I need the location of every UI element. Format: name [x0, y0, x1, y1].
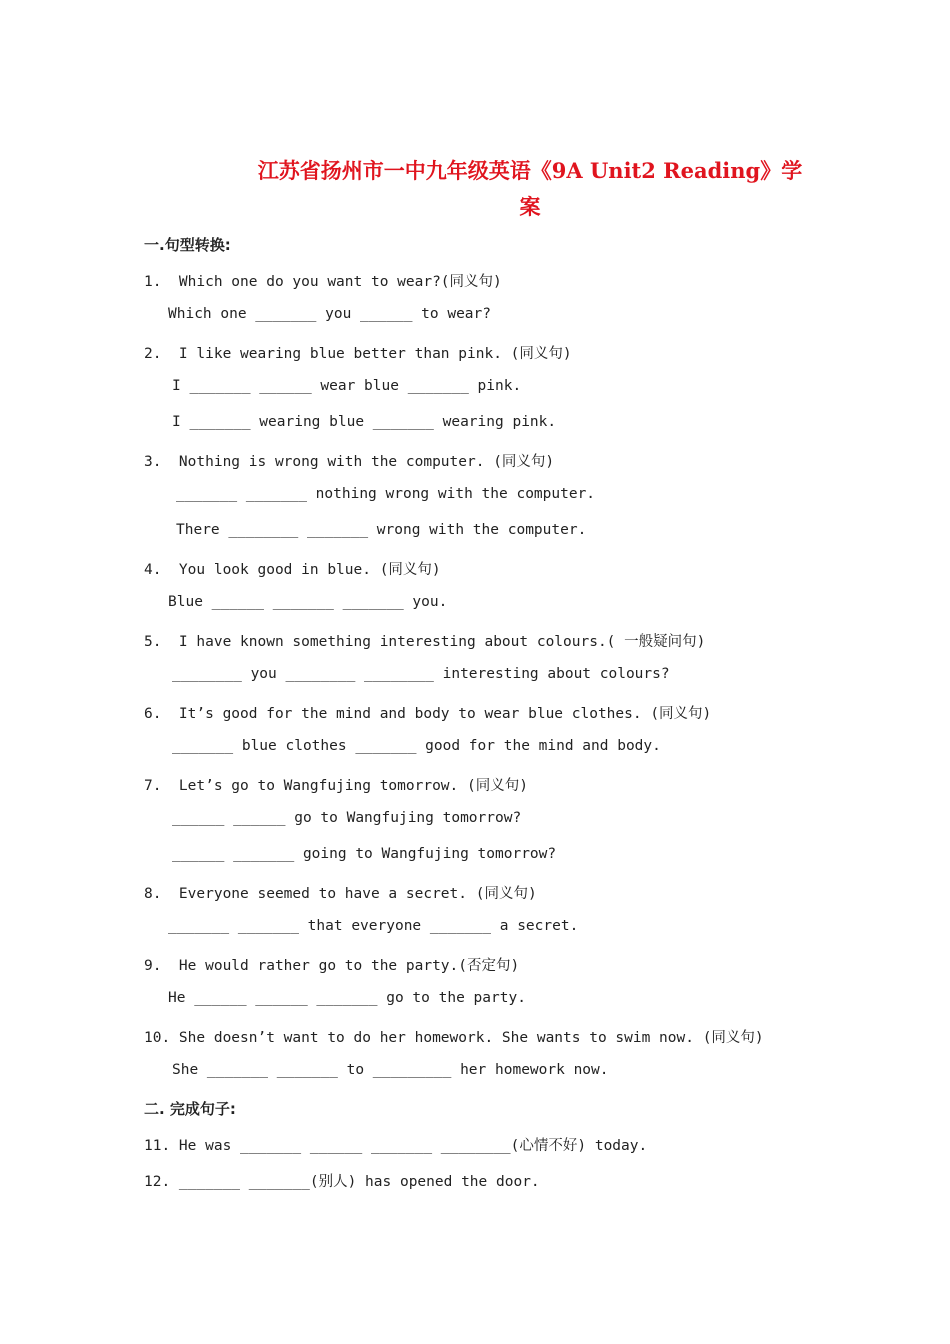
question-1: 1. Which one do you want to wear?(同义句): [144, 274, 502, 290]
question-8: 8. Everyone seemed to have a secret. (同义句): [144, 886, 537, 902]
question-7: 7. Let’s go to Wangfujing tomorrow. (同义句): [144, 778, 528, 794]
answer-line-2a: I _______ ______ wear blue _______ pink.: [172, 378, 522, 394]
answer-line-3b: There ________ _______ wrong with the computer.: [176, 522, 587, 538]
question-11: 11. He was _______ ______ _______ ________(心情不好) today.: [144, 1138, 648, 1154]
question-10: 10. She doesn’t want to do her homework. She wants to swim now. (同义句): [144, 1030, 764, 1046]
answer-line-10: She _______ _______ to _________ her homework now.: [172, 1062, 609, 1078]
answer-line-7a: ______ ______ go to Wangfujing tomorrow?: [172, 810, 522, 826]
title-line-2: 案: [519, 194, 541, 219]
answer-line-5: ________ you ________ ________ interesting about colours?: [172, 666, 670, 682]
answer-line-1: Which one _______ you ______ to wear?: [168, 306, 492, 322]
section-heading-complete-sentences: 二. 完成句子:: [144, 1100, 236, 1118]
answer-line-9: He ______ ______ _______ go to the party.: [168, 990, 526, 1006]
answer-line-6: _______ blue clothes _______ good for the mind and body.: [172, 738, 661, 754]
question-3: 3. Nothing is wrong with the computer. (同义句): [144, 454, 555, 470]
answer-line-3a: _______ _______ nothing wrong with the computer.: [176, 486, 596, 502]
question-12: 12. _______ _______(别人) has opened the door.: [144, 1174, 540, 1190]
question-4: 4. You look good in blue. (同义句): [144, 562, 441, 578]
answer-line-7b: ______ _______ going to Wangfujing tomorrow?: [172, 846, 557, 862]
answer-line-4: Blue ______ _______ _______ you.: [168, 594, 448, 610]
question-6: 6. It’s good for the mind and body to wear blue clothes. (同义句): [144, 706, 712, 722]
question-5: 5. I have known something interesting about colours.( 一般疑问句): [144, 634, 706, 650]
section-heading-sentence-transform: 一.句型转换:: [144, 236, 231, 254]
answer-line-8: _______ _______ that everyone _______ a secret.: [168, 918, 579, 934]
title-line-1: 江苏省扬州市一中九年级英语《9A Unit2 Reading》学: [257, 158, 803, 183]
answer-line-2b: I _______ wearing blue _______ wearing pink.: [172, 414, 557, 430]
question-9: 9. He would rather go to the party.(否定句): [144, 958, 520, 974]
question-2: 2. I like wearing blue better than pink. (同义句): [144, 346, 572, 362]
